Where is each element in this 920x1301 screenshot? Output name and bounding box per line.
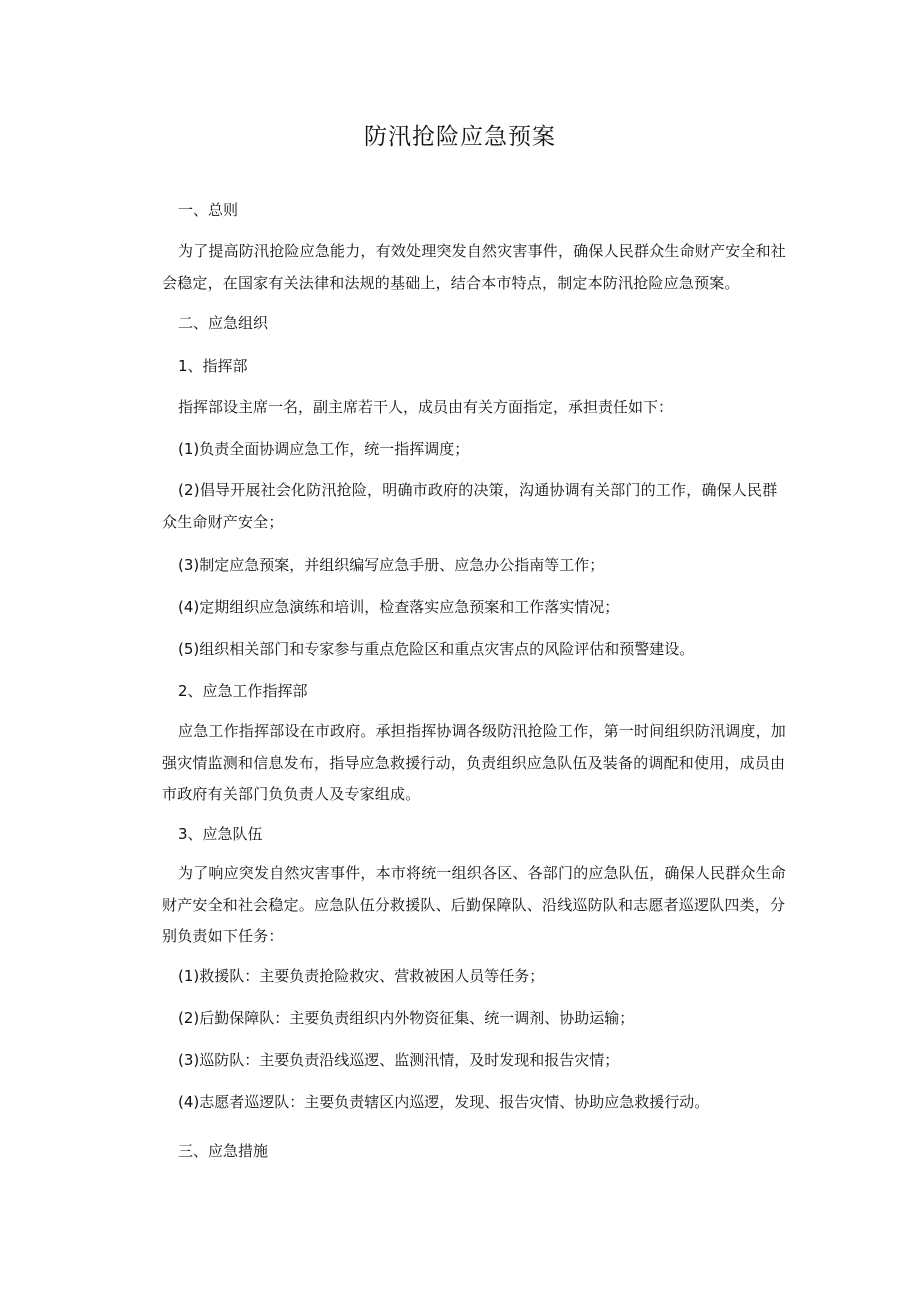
list-item: (4)定期组织应急演练和培训，检查落实应急预案和工作落实情况； (178, 598, 620, 616)
paragraph-command-intro: 指挥部设主席一名，副主席若干人，成员由有关方面指定，承担责任如下： (178, 398, 674, 416)
paragraph-emergency-team: 为了响应突发自然灾害事件，本市将统一组织各区、各部门的应急队伍，确保人民群众生命财产安全和社会稳定。应急队伍分救援队、后勤保障队、沿线巡防队和志愿者巡逻队四类，分别负责如下任务： (162, 864, 787, 945)
subheading-emergency-team: 3、应急队伍 (178, 825, 263, 843)
list-item: (1)负责全面协调应急工作，统一指挥调度； (178, 440, 470, 458)
section-heading-general: 一、总则 (178, 201, 239, 219)
list-item: (2)倡导开展社会化防汛抢险，明确市政府的决策，沟通协调有关部门的工作，确保人民群众生命财产安全； (162, 481, 778, 531)
list-item: (5)组织相关部门和专家参与重点危险区和重点灾害点的风险评估和预警建设。 (178, 640, 695, 658)
list-item: (2)后勤保障队：主要负责组织内外物资征集、统一调剂、协助运输； (178, 1009, 635, 1027)
document-title: 防汛抢险应急预案 (364, 124, 556, 150)
section-heading-organization: 二、应急组织 (178, 314, 269, 332)
paragraph-emergency-command: 应急工作指挥部设在市政府。承担指挥协调各级防汛抢险工作，第一时间组织防汛调度，加强灾情监测和信息发布，指导应急救援行动，负责组织应急队伍及装备的调配和使用，成员由市政府有关部门负负责人及专家组成。 (162, 722, 787, 803)
paragraph-general: 为了提高防汛抢险应急能力，有效处理突发自然灾害事件，确保人民群众生命财产安全和社会稳定，在国家有关法律和法规的基础上，结合本市特点，制定本防汛抢险应急预案。 (162, 242, 787, 292)
section-heading-measures: 三、应急措施 (178, 1142, 269, 1160)
list-item: (3)制定应急预案，并组织编写应急手册、应急办公指南等工作； (178, 556, 605, 574)
list-item: (1)救援队：主要负责抢险救灾、营救被困人员等任务； (178, 967, 545, 985)
subheading-emergency-command: 2、应急工作指挥部 (178, 682, 308, 700)
list-item: (4)志愿者巡逻队：主要负责辖区内巡逻，发现、报告灾情、协助应急救援行动。 (178, 1093, 710, 1111)
subheading-command: 1、指挥部 (178, 357, 248, 375)
list-item: (3)巡防队：主要负责沿线巡逻、监测汛情，及时发现和报告灾情； (178, 1051, 620, 1069)
